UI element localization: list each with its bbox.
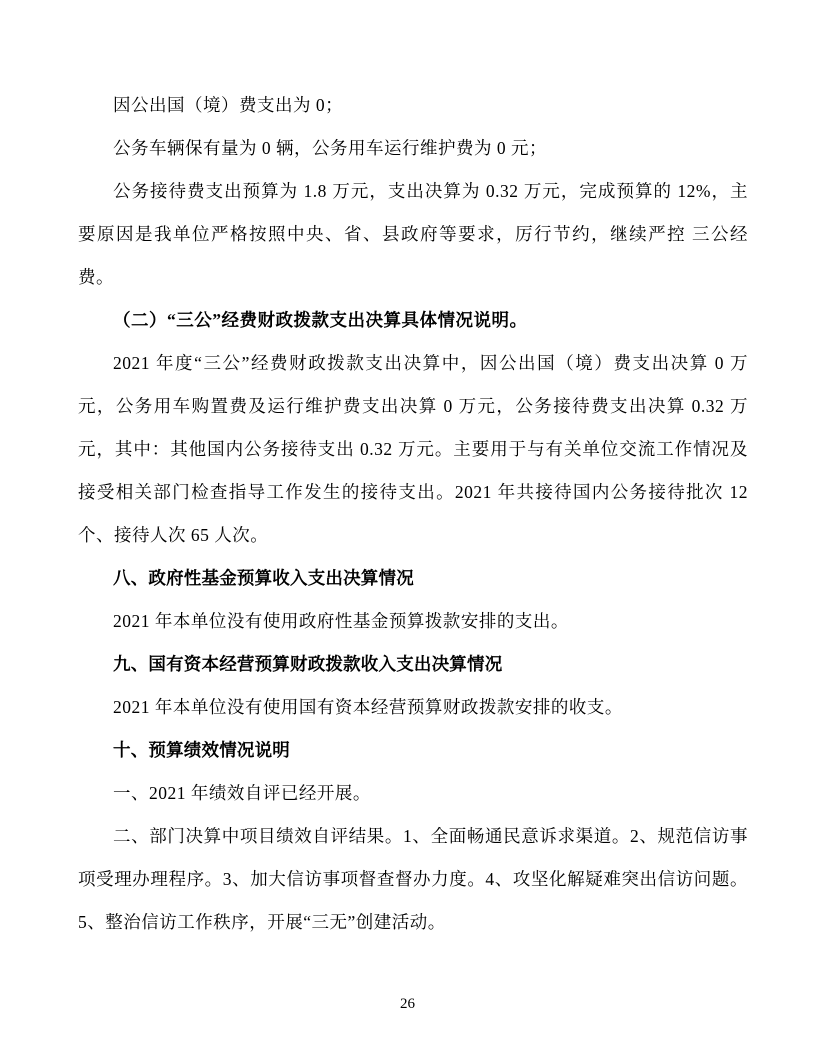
- body-paragraph: 2021 年本单位没有使用政府性基金预算拨款安排的支出。: [113, 611, 569, 631]
- document-body: [78, 84, 748, 944]
- body-paragraph: 因公出国（境）费支出为 0；: [113, 95, 344, 115]
- body-paragraph: 二、部门决算中项目绩效自评结果。1、全面畅通民意诉求渠道。2、规范信访事项受理办理程序。3、加大信访事项督查督办力度。4、攻坚化解疑难突出信访问题。5、整治信访工作秩序，开展“三无”创建活动。: [78, 826, 748, 932]
- page-number: 26: [400, 996, 415, 1012]
- body-paragraph: 2021 年度“三公”经费财政拨款支出决算中，因公出国（境）费支出决算 0 万元，公务用车购置费及运行维护费支出决算 0 万元，公务接待费支出决算 0.32 万元，其中：其他国内公务接待支出 0.32 万元。主要用于与有关单位交流工作情况及接受相关部门检查指导工作发生的接待支出。2021 年共接待国内公务接待批次 12 个、接待人次 65 人次。: [78, 353, 748, 545]
- section-heading-8: 八、政府性基金预算收入支出决算情况: [113, 568, 414, 588]
- section-heading-sangong-detail: （二）“三公”经费财政拨款支出决算具体情况说明。: [113, 310, 528, 330]
- body-paragraph: 一、2021 年绩效自评已经开展。: [113, 783, 371, 803]
- section-heading-9: 九、国有资本经营预算财政拨款收入支出决算情况: [113, 654, 503, 674]
- body-paragraph: 公务接待费支出预算为 1.8 万元，支出决算为 0.32 万元，完成预算的 12%，主要原因是我单位严格按照中央、省、县政府等要求，厉行节约，继续严控 三公经费。: [78, 181, 748, 287]
- body-paragraph: 公务车辆保有量为 0 辆，公务用车运行维护费为 0 元；: [113, 138, 547, 158]
- body-paragraph: 2021 年本单位没有使用国有资本经营预算财政拨款安排的收支。: [113, 697, 623, 717]
- section-heading-10: 十、预算绩效情况说明: [113, 740, 290, 760]
